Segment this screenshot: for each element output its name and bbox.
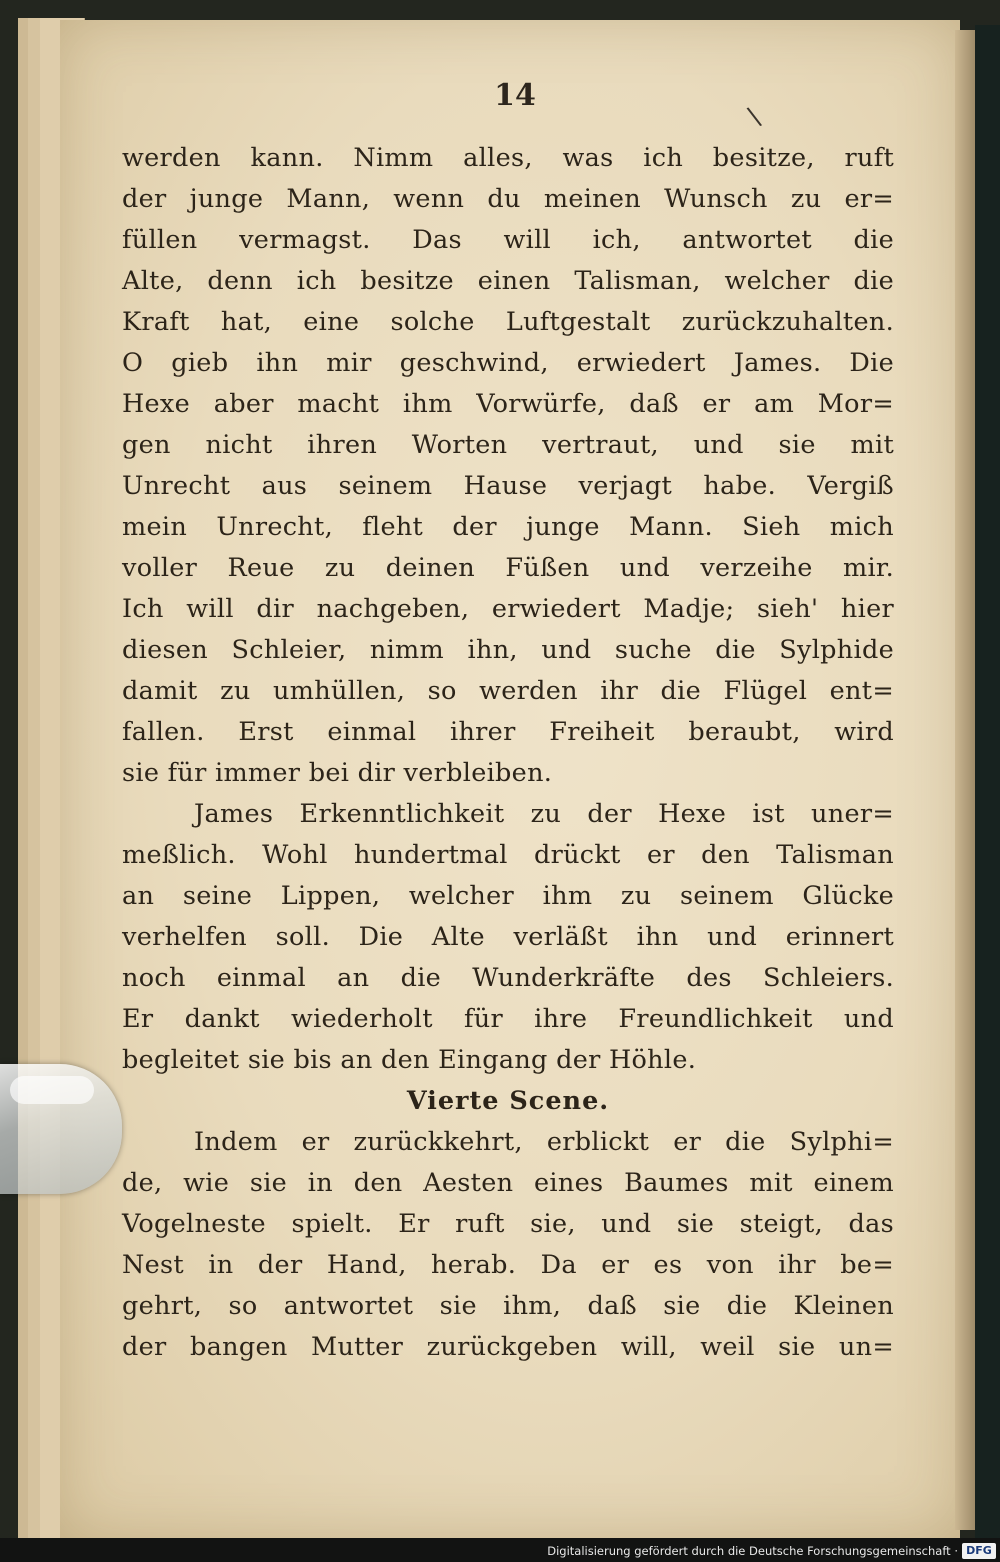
text-line: sie für immer bei dir verbleiben. bbox=[122, 758, 553, 788]
text-line: der bangen Mutter zurückgeben will, weil sie un= bbox=[122, 1332, 894, 1362]
text-line: an seine Lippen, welcher ihm zu seinem Glücke bbox=[122, 881, 894, 911]
dfg-logo: DFG bbox=[962, 1543, 996, 1559]
body-text bbox=[122, 138, 894, 1368]
text-line: Kraft hat, eine solche Luftgestalt zurückzuhalten. bbox=[122, 307, 894, 337]
book-page bbox=[60, 20, 960, 1538]
text-line: Vogelneste spielt. Er ruft sie, und sie steigt, das bbox=[122, 1209, 894, 1239]
text-line: diesen Schleier, nimm ihn, und suche die Sylphide bbox=[122, 635, 894, 665]
text-line: voller Reue zu deinen Füßen und verzeihe mir. bbox=[122, 553, 894, 583]
page-number: 14 bbox=[494, 78, 536, 113]
text-line: O gieb ihn mir geschwind, erwiedert James. Die bbox=[122, 348, 894, 378]
text-line: Ich will dir nachgeben, erwiedert Madje; sieh' hier bbox=[122, 594, 894, 624]
text-line: mein Unrecht, fleht der junge Mann. Sieh mich bbox=[122, 512, 894, 542]
text-line: der junge Mann, wenn du meinen Wunsch zu er= bbox=[122, 184, 894, 214]
text-line: meßlich. Wohl hundertmal drückt er den Talisman bbox=[122, 840, 894, 870]
paragraph-start-line: James Erkenntlichkeit zu der Hexe ist uner= bbox=[194, 799, 894, 829]
text-line: Alte, denn ich besitze einen Talisman, welcher die bbox=[122, 266, 894, 296]
text-line: begleitet sie bis an den Eingang der Höhle. bbox=[122, 1045, 697, 1075]
text-line: gehrt, so antwortet sie ihm, daß sie die Kleinen bbox=[122, 1291, 894, 1321]
text-line: damit zu umhüllen, so werden ihr die Flügel ent= bbox=[122, 676, 894, 706]
text-line: Er dankt wiederholt für ihre Freundlichkeit und bbox=[122, 1004, 894, 1034]
text-line: de, wie sie in den Aesten eines Baumes mit einem bbox=[122, 1168, 894, 1198]
clip-highlight bbox=[10, 1076, 94, 1104]
text-line: noch einmal an die Wunderkräfte des Schleiers. bbox=[122, 963, 894, 993]
scene-heading: Vierte Scene. bbox=[406, 1086, 610, 1116]
text-line: gen nicht ihren Worten vertraut, und sie mit bbox=[122, 430, 894, 460]
text-line: werden kann. Nimm alles, was ich besitze, ruft bbox=[122, 143, 894, 173]
digitization-footer bbox=[0, 1538, 1000, 1562]
pencil-mark: \ bbox=[745, 101, 764, 133]
text-line: verhelfen soll. Die Alte verläßt ihn und erinnert bbox=[122, 922, 894, 952]
page-clip bbox=[0, 1064, 122, 1194]
text-line: Nest in der Hand, herab. Da er es von ihr be= bbox=[122, 1250, 894, 1280]
text-line: füllen vermagst. Das will ich, antwortet die bbox=[122, 225, 894, 255]
text-line: fallen. Erst einmal ihrer Freiheit beraubt, wird bbox=[122, 717, 894, 747]
text-line: Unrecht aus seinem Hause verjagt habe. Vergiß bbox=[122, 471, 894, 501]
book-cover-edge bbox=[975, 25, 1000, 1540]
page-edge-right bbox=[955, 30, 975, 1530]
footer-credit: Digitalisierung gefördert durch die Deutsche Forschungsgemeinschaft · bbox=[547, 1544, 958, 1558]
text-line: Hexe aber macht ihm Vorwürfe, daß er am Mor= bbox=[122, 389, 894, 419]
paragraph-start-line: Indem er zurückkehrt, erblickt er die Sylphi= bbox=[194, 1127, 894, 1157]
